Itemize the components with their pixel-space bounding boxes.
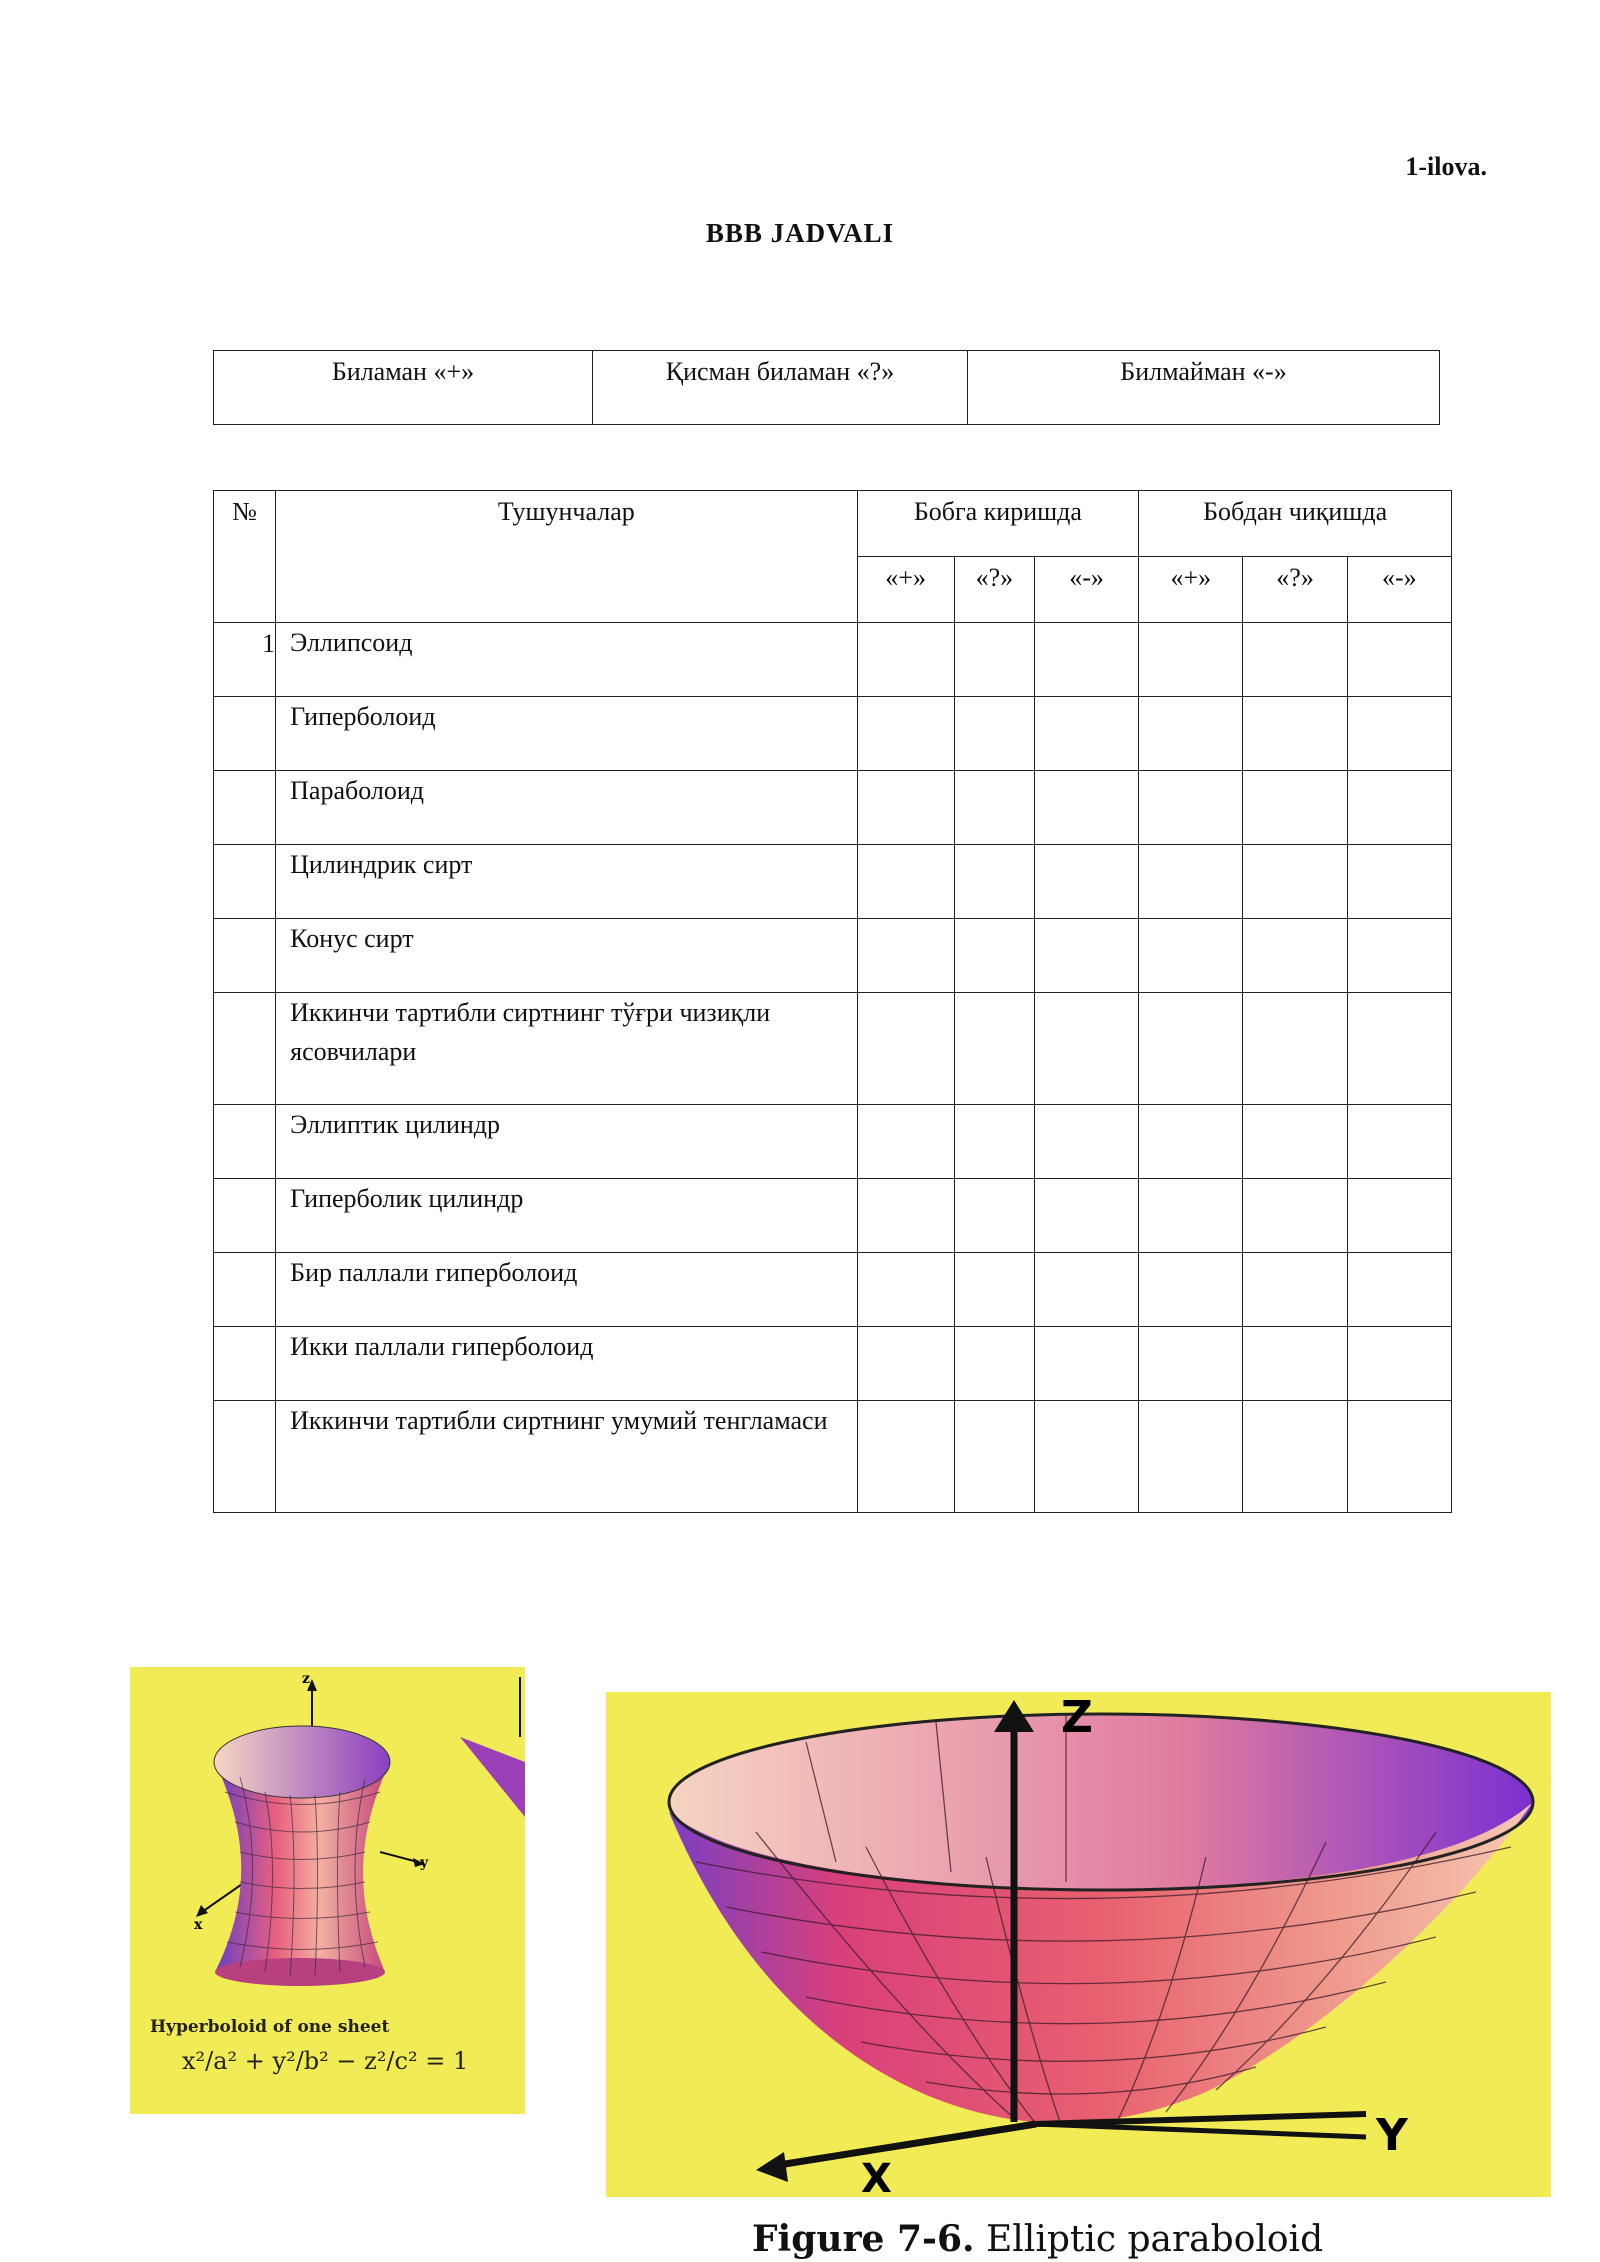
paraboloid-illustration bbox=[606, 1692, 1551, 2197]
col-enter-header: Бобга киришда bbox=[857, 491, 1139, 557]
mark-header: «-» bbox=[1034, 557, 1138, 623]
mark-cell[interactable] bbox=[857, 1327, 954, 1401]
legend-partly: Қисман биламан «?» bbox=[593, 351, 968, 425]
mark-cell[interactable] bbox=[1034, 1253, 1138, 1327]
mark-cell[interactable] bbox=[1347, 623, 1451, 697]
row-number: 1 bbox=[214, 623, 276, 697]
mark-cell[interactable] bbox=[1139, 1401, 1243, 1513]
mark-cell[interactable] bbox=[857, 697, 954, 771]
row-number bbox=[214, 771, 276, 845]
mark-cell[interactable] bbox=[954, 919, 1034, 993]
mark-cell[interactable] bbox=[1139, 1105, 1243, 1179]
axis-y-label: y bbox=[420, 1855, 429, 1871]
mark-cell[interactable] bbox=[1347, 697, 1451, 771]
mark-cell[interactable] bbox=[857, 771, 954, 845]
row-number bbox=[214, 1179, 276, 1253]
row-number bbox=[214, 1401, 276, 1513]
concept-cell: Иккинчи тартибли сиртнинг тўғри чизиқли ясовчилари bbox=[276, 993, 857, 1105]
mark-cell[interactable] bbox=[954, 1327, 1034, 1401]
concept-cell: Конус сирт bbox=[276, 919, 857, 993]
mark-cell[interactable] bbox=[1034, 1179, 1138, 1253]
row-number bbox=[214, 993, 276, 1105]
mark-cell[interactable] bbox=[857, 919, 954, 993]
mark-cell[interactable] bbox=[857, 993, 954, 1105]
mark-cell[interactable] bbox=[1139, 771, 1243, 845]
row-number bbox=[214, 1253, 276, 1327]
mark-cell[interactable] bbox=[1034, 697, 1138, 771]
mark-cell[interactable] bbox=[1139, 1179, 1243, 1253]
concept-cell: Эллипсоид bbox=[276, 623, 857, 697]
mark-cell[interactable] bbox=[1347, 919, 1451, 993]
mark-cell[interactable] bbox=[1139, 919, 1243, 993]
col-exit-header: Бобдан чиқишда bbox=[1139, 491, 1452, 557]
table-row bbox=[214, 623, 1452, 697]
axis-z-label-right: Z bbox=[1061, 1692, 1093, 1743]
axis-z-label: z bbox=[302, 1671, 310, 1687]
table-row bbox=[214, 1105, 1452, 1179]
mark-cell[interactable] bbox=[954, 1401, 1034, 1513]
table-row bbox=[214, 1253, 1452, 1327]
mark-cell[interactable] bbox=[1243, 993, 1347, 1105]
mark-cell[interactable] bbox=[1139, 697, 1243, 771]
mark-cell[interactable] bbox=[1139, 1253, 1243, 1327]
mark-cell[interactable] bbox=[857, 1105, 954, 1179]
table-row bbox=[214, 993, 1452, 1105]
mark-cell[interactable] bbox=[1243, 1253, 1347, 1327]
row-number bbox=[214, 1105, 276, 1179]
mark-cell[interactable] bbox=[954, 1253, 1034, 1327]
mark-cell[interactable] bbox=[1347, 1253, 1451, 1327]
hyperboloid-figure bbox=[130, 1667, 525, 2114]
table-row bbox=[214, 771, 1452, 845]
mark-cell[interactable] bbox=[954, 993, 1034, 1105]
mark-cell[interactable] bbox=[1034, 993, 1138, 1105]
concept-cell: Цилиндрик сирт bbox=[276, 845, 857, 919]
legend-know: Биламан «+» bbox=[214, 351, 593, 425]
row-number bbox=[214, 919, 276, 993]
row-number bbox=[214, 1327, 276, 1401]
mark-cell[interactable] bbox=[1034, 919, 1138, 993]
concept-cell: Гиперболоид bbox=[276, 697, 857, 771]
mark-cell[interactable] bbox=[954, 623, 1034, 697]
mark-cell[interactable] bbox=[1034, 1105, 1138, 1179]
paraboloid-figure bbox=[606, 1692, 1551, 2197]
concept-cell: Бир паллали гиперболоид bbox=[276, 1253, 857, 1327]
concept-cell: Параболоид bbox=[276, 771, 857, 845]
legend-table bbox=[213, 350, 1440, 425]
mark-cell[interactable] bbox=[857, 1401, 954, 1513]
axis-x-label: x bbox=[194, 1917, 203, 1933]
mark-cell[interactable] bbox=[1139, 993, 1243, 1105]
mark-cell[interactable] bbox=[1243, 697, 1347, 771]
annex-label: 1-ilova. bbox=[1405, 152, 1487, 181]
table-row bbox=[214, 1401, 1452, 1513]
axis-y-label-right: Y bbox=[1376, 2110, 1408, 2161]
mark-cell[interactable] bbox=[1034, 1401, 1138, 1513]
mark-cell[interactable] bbox=[1243, 771, 1347, 845]
mark-cell[interactable] bbox=[857, 1179, 954, 1253]
mark-cell[interactable] bbox=[1139, 1327, 1243, 1401]
mark-cell[interactable] bbox=[1034, 771, 1138, 845]
mark-cell[interactable] bbox=[1347, 1105, 1451, 1179]
mark-cell[interactable] bbox=[1243, 919, 1347, 993]
mark-cell[interactable] bbox=[1034, 623, 1138, 697]
mark-cell[interactable] bbox=[857, 1253, 954, 1327]
axis-x-label-right: X bbox=[861, 2156, 892, 2197]
page-title: BBB JADVALI bbox=[705, 218, 895, 248]
legend-dont-know: Билмайман «-» bbox=[968, 351, 1440, 425]
mark-header: «-» bbox=[1347, 557, 1451, 623]
mark-header: «+» bbox=[1139, 557, 1243, 623]
mark-cell[interactable] bbox=[1243, 1401, 1347, 1513]
table-row bbox=[214, 697, 1452, 771]
table-row bbox=[214, 1179, 1452, 1253]
mark-cell[interactable] bbox=[1243, 623, 1347, 697]
table-row bbox=[214, 845, 1452, 919]
mark-cell[interactable] bbox=[857, 845, 954, 919]
mark-cell[interactable] bbox=[954, 1105, 1034, 1179]
mark-cell[interactable] bbox=[1243, 1179, 1347, 1253]
mark-cell[interactable] bbox=[1139, 623, 1243, 697]
mark-cell[interactable] bbox=[1243, 1105, 1347, 1179]
hyperboloid-caption: Hyperboloid of one sheet bbox=[150, 2017, 390, 2037]
caption-text: Elliptic paraboloid bbox=[986, 2219, 1324, 2260]
concept-cell: Икки паллали гиперболоид bbox=[276, 1327, 857, 1401]
concept-cell: Иккинчи тартибли сиртнинг умумий тенгламаси bbox=[276, 1401, 857, 1513]
table-row bbox=[214, 1327, 1452, 1401]
mark-cell[interactable] bbox=[1034, 1327, 1138, 1401]
concepts-table bbox=[213, 490, 1452, 1513]
hyperboloid-equation: x²/a² + y²/b² − z²/c² = 1 bbox=[182, 2047, 469, 2075]
mark-cell[interactable] bbox=[1243, 1327, 1347, 1401]
concept-cell: Эллиптик цилиндр bbox=[276, 1105, 857, 1179]
table-row bbox=[214, 919, 1452, 993]
mark-cell[interactable] bbox=[1347, 771, 1451, 845]
mark-cell[interactable] bbox=[1347, 1401, 1451, 1513]
mark-cell[interactable] bbox=[857, 623, 954, 697]
row-number bbox=[214, 845, 276, 919]
mark-cell[interactable] bbox=[954, 845, 1034, 919]
mark-cell[interactable] bbox=[1243, 845, 1347, 919]
mark-cell[interactable] bbox=[1034, 845, 1138, 919]
mark-cell[interactable] bbox=[1347, 845, 1451, 919]
mark-header: «+» bbox=[857, 557, 954, 623]
col-number-header: № bbox=[214, 491, 276, 623]
mark-header: «?» bbox=[1243, 557, 1347, 623]
concept-cell: Гиперболик цилиндр bbox=[276, 1179, 857, 1253]
mark-cell[interactable] bbox=[1139, 845, 1243, 919]
caption-number: Figure 7-6. bbox=[752, 2218, 975, 2260]
col-concepts-header: Тушунчалар bbox=[276, 491, 857, 623]
mark-cell[interactable] bbox=[954, 771, 1034, 845]
mark-cell[interactable] bbox=[1347, 1179, 1451, 1253]
mark-cell[interactable] bbox=[1347, 993, 1451, 1105]
paraboloid-caption bbox=[752, 2218, 1323, 2260]
mark-header: «?» bbox=[954, 557, 1034, 623]
mark-cell[interactable] bbox=[954, 1179, 1034, 1253]
mark-cell[interactable] bbox=[1347, 1327, 1451, 1401]
mark-cell[interactable] bbox=[954, 697, 1034, 771]
row-number bbox=[214, 697, 276, 771]
